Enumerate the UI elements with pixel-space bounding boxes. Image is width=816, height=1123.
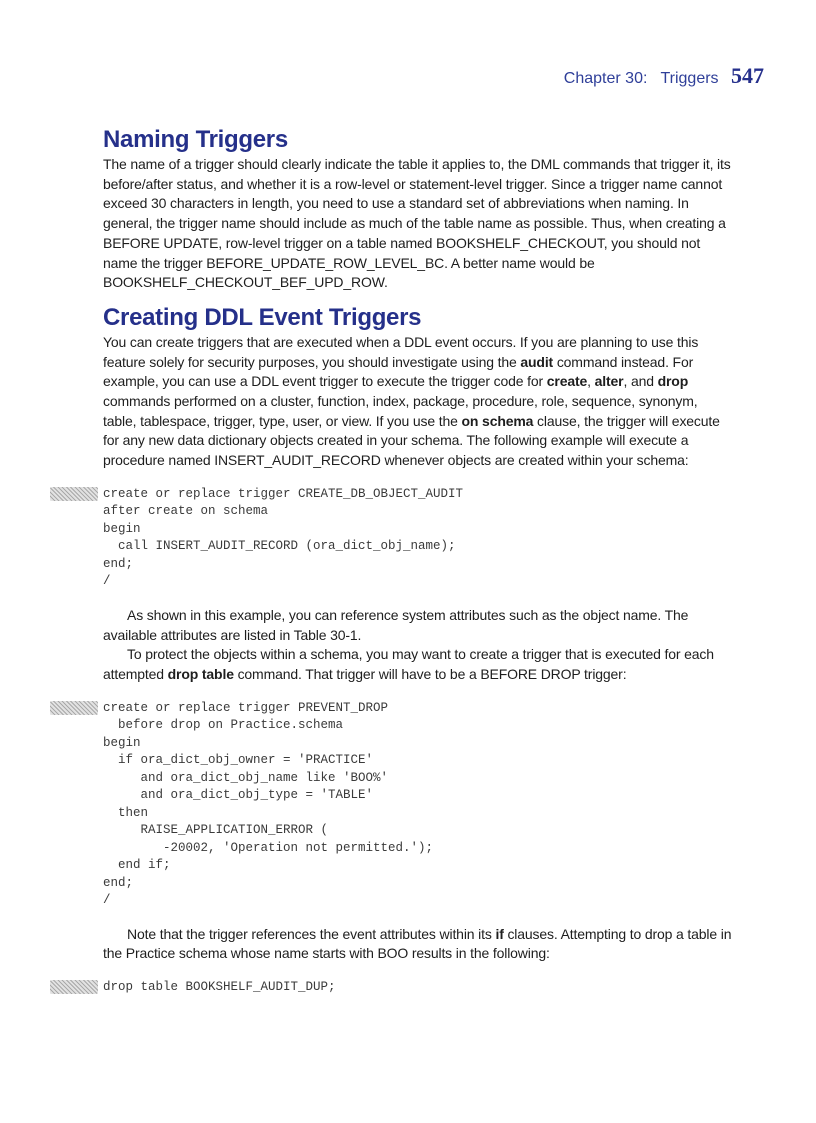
keyword-create: create — [546, 373, 588, 390]
text-run: You can create triggers that are executed when a DDL event occurs. If you are planning to use this feature solely for security purposes, you should investigate using the — [103, 333, 699, 370]
page-number: 547 — [731, 63, 764, 88]
text-run: command. That trigger will have to be a BEFORE DROP trigger: — [233, 665, 627, 682]
body-paragraph — [103, 925, 733, 964]
code-marker-icon — [50, 980, 98, 994]
body-paragraph: As shown in this example, you can reference system attributes such as the object name. The available attributes are listed in Table 30-1. — [103, 606, 689, 643]
code-block — [103, 700, 733, 910]
text-run: clauses. Attempting to drop a table in the Practice schema whose name starts with BOO results in the following: — [103, 925, 732, 962]
body-paragraph — [103, 333, 733, 471]
body-paragraph: The name of a trigger should clearly indicate the table it applies to, the DML commands that trigger it, its before/after status, and whether it is a row-level or statement-level trigger. Since a trigger name cannot exceed 30 characters in length, you need to use a standard set of abbreviations when naming. In general, the trigger name should include as much of the table name as possible. Thus, when creating a BEFORE UPDATE, row-level trigger on a table named BOOKSHELF_CHECKOUT, you should not name the trigger BEFORE_UPDATE_ROW_LEVEL_BC. A better name would be BOOKSHELF_CHECKOUT_BEF_UPD_ROW. — [103, 156, 731, 291]
keyword-drop: drop — [657, 373, 689, 390]
chapter-title: Triggers — [660, 70, 719, 87]
text-run: , — [587, 373, 595, 390]
code-listing: create or replace trigger PREVENT_DROP before drop on Practice.schema begin if ora_dict_obj_owner = 'PRACTICE' and ora_dict_obj_name like 'BOO%' and ora_dict_obj_type = 'TABLE' then RAISE_APPLICATION_ERROR ( -20002, 'Operation not permitted.'); end if; end; / — [103, 700, 434, 908]
code-listing: drop table BOOKSHELF_AUDIT_DUP; — [103, 980, 336, 995]
code-marker-icon — [50, 487, 98, 501]
keyword-drop-table: drop table — [167, 665, 234, 682]
text-run: commands performed on a cluster, function, index, package, procedure, role, sequence, synonym, table, tablespace, trigger, type, user, or view. If you use the — [103, 393, 698, 429]
code-marker-icon — [50, 701, 98, 715]
section-heading: Naming Triggers — [103, 126, 288, 153]
keyword-on-schema: on schema — [461, 412, 534, 429]
text-run: To protect the objects within a schema, you may want to create a trigger that is executed for each attempted — [103, 646, 714, 682]
body-paragraph — [103, 645, 733, 684]
code-block — [103, 486, 733, 591]
text-run: command instead. For example, you can use a DDL event trigger to execute the trigger code for — [103, 353, 694, 390]
section-naming-triggers — [103, 125, 733, 293]
keyword-alter: alter — [594, 373, 624, 390]
section-ddl-event-triggers — [103, 303, 733, 997]
code-block — [103, 979, 733, 997]
section-heading: Creating DDL Event Triggers — [103, 303, 422, 331]
running-header — [564, 62, 764, 93]
text-run: , and — [623, 373, 658, 390]
keyword-audit: audit — [520, 353, 554, 370]
page-content — [103, 125, 733, 1012]
chapter-label: Chapter 30: — [563, 70, 648, 87]
text-run: clause, the trigger will execute for any new data dictionary objects created in your schema. The following example will execute a procedure named INSERT_AUDIT_RECORD whenever objects are created within your schema: — [103, 412, 720, 469]
keyword-if: if — [495, 925, 504, 942]
code-listing: create or replace trigger CREATE_DB_OBJECT_AUDIT after create on schema begin call INSERT_AUDIT_RECORD (ora_dict_obj_name); end; / — [103, 486, 464, 589]
text-run: Note that the trigger references the event attributes within its — [127, 925, 496, 942]
